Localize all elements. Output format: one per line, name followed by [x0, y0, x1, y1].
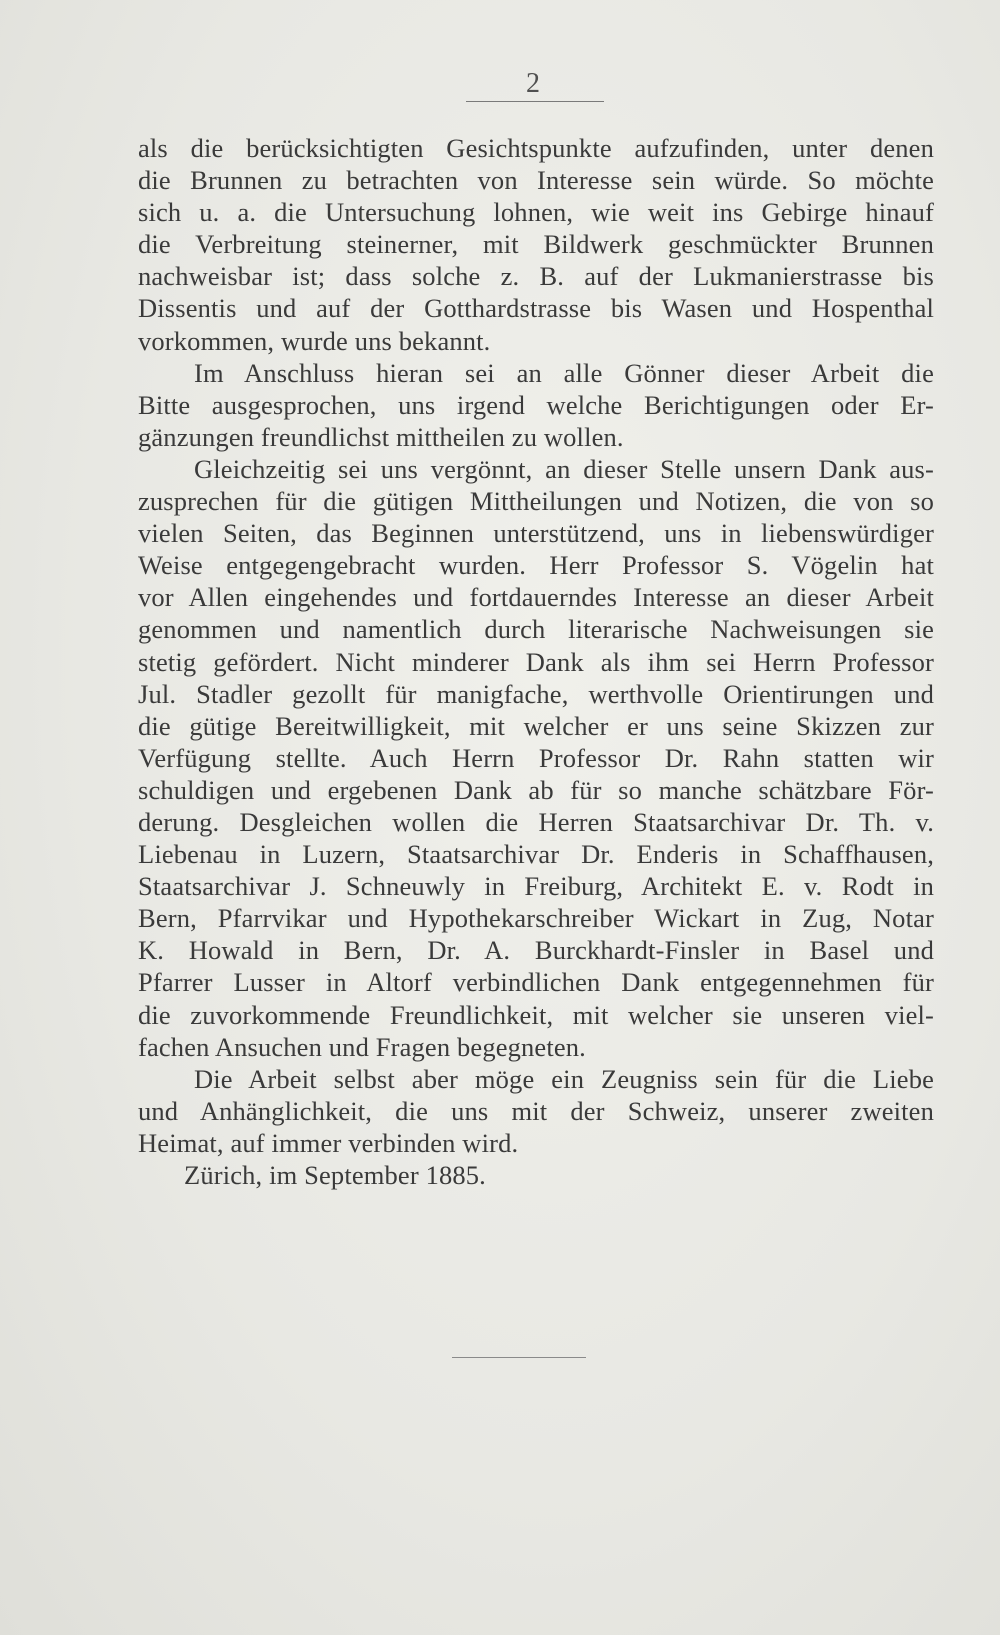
- text-line: Heimat, auf immer verbinden wird.: [138, 1127, 519, 1158]
- text-line: Dissentis und auf der Gotthardstrasse bis Wasen und Hospenthal: [138, 293, 934, 324]
- text-line: zusprechen für die gütigen Mittheilungen und Notizen, die von so: [138, 486, 934, 517]
- text-line: vielen Seiten, das Beginnen unterstützend, uns in liebenswürdiger: [138, 518, 934, 549]
- text-line: nachweisbar ist; dass solche z. B. auf der Lukmanierstrasse bis: [138, 261, 934, 292]
- footer-rule: [452, 1357, 586, 1358]
- text-line: vorkommen, wurde uns bekannt.: [138, 325, 491, 356]
- text-line: Bitte ausgesprochen, uns irgend welche Berichtigungen oder Er-: [138, 389, 934, 420]
- text-line: die Verbreitung steinerner, mit Bildwerk geschmückter Brunnen: [138, 229, 934, 260]
- text-line: vor Allen eingehendes und fortdauerndes Interesse an dieser Arbeit: [138, 582, 934, 613]
- text-line: genommen und namentlich durch literarische Nachweisungen sie: [138, 614, 934, 645]
- header-rule: [466, 101, 604, 102]
- text-line: gänzungen freundlichst mittheilen zu wollen.: [138, 421, 624, 452]
- text-line: sich u. a. die Untersuchung lohnen, wie weit ins Gebirge hinauf: [138, 197, 934, 228]
- text-line: derung. Desgleichen wollen die Herren Staatsarchivar Dr. Th. v.: [138, 806, 934, 837]
- text-line: Weise entgegengebracht wurden. Herr Professor S. Vögelin hat: [138, 550, 934, 581]
- text-line: Pfarrer Lusser in Altorf verbindlichen Dank entgegennehmen für: [138, 967, 934, 998]
- text-line: Verfügung stellte. Auch Herrn Professor Dr. Rahn statten wir: [138, 742, 934, 773]
- closing-line: Zürich, im September 1885.: [184, 1160, 486, 1190]
- text-line: Bern, Pfarrvikar und Hypothekarschreiber Wickart in Zug, Notar: [138, 903, 934, 934]
- text-line: Gleichzeitig sei uns vergönnt, an dieser Stelle unsern Dank aus-: [194, 453, 934, 484]
- body-text: [138, 132, 934, 1191]
- text-line: K. Howald in Bern, Dr. A. Burckhardt-Finsler in Basel und: [138, 935, 934, 966]
- text-line: Die Arbeit selbst aber möge ein Zeugniss sein für die Liebe: [194, 1063, 934, 1094]
- text-line: Staatsarchivar J. Schneuwly in Freiburg, Architekt E. v. Rodt in: [138, 871, 934, 902]
- text-line: die gütige Bereitwilligkeit, mit welcher er uns seine Skizzen zur: [138, 710, 934, 741]
- text-line: die Brunnen zu betrachten von Interesse sein würde. So möchte: [138, 165, 934, 196]
- text-line: Jul. Stadler gezollt für manigfache, werthvolle Orientirungen und: [138, 678, 934, 709]
- text-line: Liebenau in Luzern, Staatsarchivar Dr. Enderis in Schaffhausen,: [138, 839, 934, 870]
- text-line: die zuvorkommende Freundlichkeit, mit welcher sie unseren viel-: [138, 999, 934, 1030]
- page-number: 2: [526, 68, 540, 99]
- text-line: und Anhänglichkeit, die uns mit der Schweiz, unserer zweiten: [138, 1095, 934, 1126]
- text-line: stetig gefördert. Nicht minderer Dank als ihm sei Herrn Professor: [138, 646, 934, 677]
- text-line: fachen Ansuchen und Fragen begegneten.: [138, 1031, 586, 1062]
- text-line: Im Anschluss hieran sei an alle Gönner dieser Arbeit die: [194, 357, 934, 388]
- text-line: als die berücksichtigten Gesichtspunkte aufzufinden, unter denen: [138, 133, 934, 163]
- text-line: schuldigen und ergebenen Dank ab für so manche schätzbare För-: [138, 774, 934, 805]
